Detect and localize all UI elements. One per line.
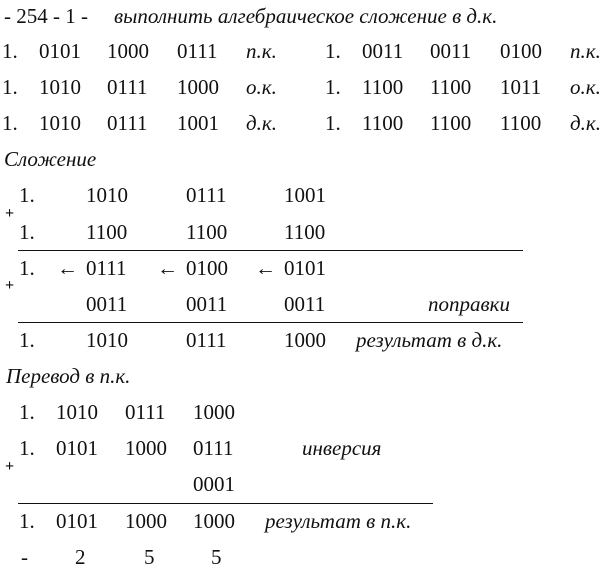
right-dk-g1: 1100 [362,111,404,135]
conv-row2-g3: 0111 [193,436,234,460]
left-dk-g2: 0111 [107,111,148,135]
conv-row2-g2: 1000 [125,436,167,460]
right-dk-code: д.к. [570,111,601,135]
add-row1-g2: 0111 [186,183,227,207]
conv-divider [18,503,433,504]
right-ok-g2: 1100 [430,75,472,99]
decimal-digit-3: 5 [211,545,222,569]
right-ok-code: о.к. [570,75,601,99]
conv-row3-g3: 0001 [193,472,235,496]
left-ok-code: о.к. [246,75,277,99]
carry-arrow-1: ← [57,256,78,280]
left-pk-g1: 0101 [39,39,81,63]
add-row2-g1: 1100 [86,220,128,244]
left-ok-sign: 1. [2,75,18,99]
left-dk-g3: 1001 [177,111,219,135]
corrections-label: поправки [428,292,510,316]
left-ok-g3: 1000 [177,75,219,99]
inversion-label: инверсия [302,436,382,460]
conv-result-g1: 0101 [56,509,98,533]
right-dk-sign: 1. [325,111,341,135]
plus-sign-3: + [5,458,15,475]
sum-divider [18,250,523,251]
sum-g1: 0111 [86,256,127,280]
carry-arrow-3: ← [255,256,276,280]
left-pk-g3: 0111 [177,39,218,63]
result-g3: 1000 [284,328,326,352]
add-row1-g3: 1001 [284,183,326,207]
decimal-digit-1: 2 [75,545,86,569]
left-dk-g1: 1010 [39,111,81,135]
right-pk-g1: 0011 [362,39,404,63]
sum-g2: 0100 [186,256,228,280]
task-statement: выполнить алгебраическое сложение в д.к. [114,4,498,28]
conv-row2-sign: 1. [19,436,35,460]
add-row2-g3: 1100 [284,220,326,244]
right-pk-g3: 0100 [500,39,542,63]
conv-row1-g3: 1000 [193,400,235,424]
result-g2: 0111 [186,328,227,352]
result-divider [18,322,523,323]
plus-sign-2: + [5,277,15,294]
right-dk-g3: 1100 [500,111,542,135]
conv-result-label: результат в п.к. [265,509,412,533]
left-ok-g2: 0111 [107,75,148,99]
add-row2-g2: 1100 [186,220,228,244]
left-pk-g2: 1000 [107,39,149,63]
left-pk-sign: 1. [2,39,18,63]
left-pk-code: п.к. [246,39,277,63]
correction-g1: 0011 [86,292,128,316]
result-g1: 1010 [86,328,128,352]
left-dk-sign: 1. [2,111,18,135]
conv-row1-sign: 1. [19,400,35,424]
right-pk-code: п.к. [570,39,601,63]
addition-title: Сложение [4,147,97,171]
conv-row2-g1: 0101 [56,436,98,460]
left-ok-g1: 1010 [39,75,81,99]
result-label: результат в д.к. [356,328,503,352]
conv-result-sign: 1. [19,509,35,533]
conv-result-g3: 1000 [193,509,235,533]
conversion-title: Перевод в п.к. [6,364,131,388]
correction-g2: 0011 [186,292,228,316]
sum-g3: 0101 [284,256,326,280]
add-row1-sign: 1. [19,183,35,207]
decimal-digit-2: 5 [144,545,155,569]
add-row2-sign: 1. [19,220,35,244]
conv-row1-g1: 1010 [56,400,98,424]
right-ok-g1: 1100 [362,75,404,99]
sum-sign: 1. [19,256,35,280]
result-sign: 1. [19,328,35,352]
right-pk-sign: 1. [325,39,341,63]
right-ok-sign: 1. [325,75,341,99]
left-dk-code: д.к. [246,111,277,135]
plus-sign-1: + [5,205,15,222]
right-ok-g3: 1011 [500,75,542,99]
conv-result-g2: 1000 [125,509,167,533]
correction-g3: 0011 [284,292,326,316]
page-number-label: - 254 - 1 - [4,4,88,28]
decimal-sign: - [21,545,28,569]
right-dk-g2: 1100 [430,111,472,135]
carry-arrow-2: ← [157,256,178,280]
conv-row1-g2: 0111 [125,400,166,424]
add-row1-g1: 1010 [86,183,128,207]
right-pk-g2: 0011 [430,39,472,63]
